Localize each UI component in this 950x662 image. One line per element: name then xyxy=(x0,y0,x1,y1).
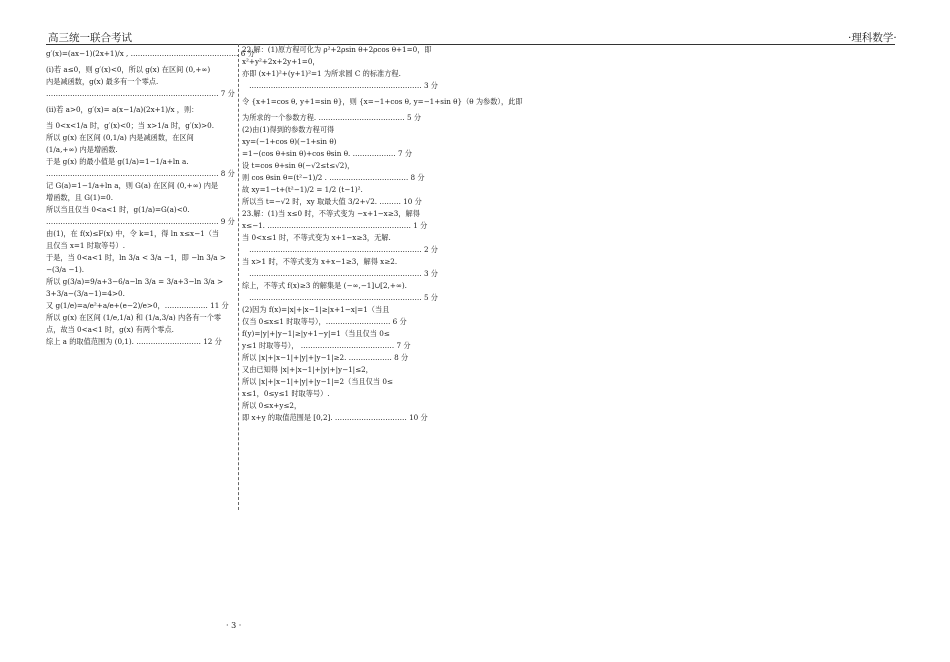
solution-line: ……………………………………………………………… 2 分 xyxy=(249,245,438,254)
solution-line: 22.解：(1)原方程可化为 ρ²+2ρsin θ+2ρcos θ+1=0，即 xyxy=(242,45,432,54)
solution-line: 于是，当 0<a<1 时，ln 3/a < 3/a −1，即 −ln 3/a > xyxy=(46,253,226,262)
solution-line: −(3/a −1). xyxy=(46,265,85,274)
solution-line: 所以当且仅当 0<a<1 时，g(1/a)=G(a)<0. xyxy=(46,205,190,214)
solution-line: 点，故当 0<a<1 时，g(x) 有两个零点. xyxy=(46,325,174,334)
solution-line: 记 G(a)=1−1/a+ln a，则 G(a) 在区间 (0,+∞) 内是 xyxy=(46,181,219,190)
solution-line: ……………………………………………………………… 7 分 xyxy=(46,89,235,98)
solution-line: 又由已知得 |x|+|x−1|+|y|+|y−1|≤2， xyxy=(242,365,373,374)
solution-line: (1/a,+∞) 内是增函数. xyxy=(46,145,118,154)
solution-line: xy=(−1+cos θ)(−1+sin θ) xyxy=(242,137,337,146)
solution-line: 当 0<x<1/a 时，g′(x)<0；当 x>1/a 时，g′(x)>0. xyxy=(46,121,215,130)
solution-line: (i)若 a≤0，则 g′(x)<0，所以 g(x) 在区间 (0,+∞) xyxy=(46,65,211,74)
column-divider xyxy=(238,44,239,510)
solution-line: (ii)若 a>0，g′(x)= a(x−1/a)(2x+1)/x ，则： xyxy=(46,105,199,114)
page-number: · 3 · xyxy=(226,621,242,630)
solution-line: f(y)=|y|+|y−1|≥|y+1−y|=1（当且仅当 0≤ xyxy=(242,329,390,338)
solution-line: x≤1，0≤y≤1 时取等号）. xyxy=(242,389,330,398)
solution-line: =1−(cos θ+sin θ)+cos θsin θ. ……………… 7 分 xyxy=(242,149,413,158)
solution-line: g′(x)=(ax−1)(2x+1)/x , ……………………………………… 6 分 xyxy=(46,49,255,58)
solution-line: 则 cos θsin θ=(t²−1)/2 . …………………………… 8 分 xyxy=(242,173,425,182)
solution-line: 于是 g(x) 的最小值是 g(1/a)=1−1/a+ln a. xyxy=(46,157,189,166)
subject-label: ·理科数学· xyxy=(848,32,897,44)
solution-line: 所以 0≤x+y≤2， xyxy=(242,401,302,410)
solution-line: ……………………………………………………………… 5 分 xyxy=(249,293,438,302)
solution-line: 综上 a 的取值范围为 (0,1). ……………………… 12 分 xyxy=(46,337,222,346)
solution-line: ……………………………………………………………… 8 分 xyxy=(46,169,235,178)
solution-line: 内是减函数，g(x) 最多有一个零点. xyxy=(46,77,159,86)
solution-line: ……………………………………………………………… 3 分 xyxy=(249,81,438,90)
solution-line: 为所求的一个参数方程. ……………………………… 5 分 xyxy=(242,113,422,122)
solution-line: 所以 g(x) 在区间 (0,1/a) 内是减函数，在区间 xyxy=(46,133,194,142)
solution-line: 设 t=cos θ+sin θ(−√2≤t≤√2)， xyxy=(242,161,355,170)
solution-line: 3+3/a−(3/a−1)=4>0. xyxy=(46,289,125,298)
solution-line: 由(1)，在 f(x)≤F(x) 中，令 k=1，得 ln x≤x−1（当 xyxy=(46,229,220,238)
solution-line: (2)由(1)得到的参数方程可得 xyxy=(242,125,335,134)
solution-line: x≤−1. …………………………………………………… 1 分 xyxy=(242,221,428,230)
solution-line: x²+y²+2x+2y+1=0， xyxy=(242,57,320,66)
solution-line: 所以当 t=−√2 时，xy 取最大值 3/2+√2. ……… 10 分 xyxy=(242,197,422,206)
solution-line: 仅当 0≤x≤1 时取等号），……………………… 6 分 xyxy=(242,317,407,326)
solution-line: 令 {x+1=cos θ, y+1=sin θ}，则 {x=−1+cos θ, y=−1+sin θ}（θ 为参数），此即 xyxy=(242,97,523,106)
solution-line: 故 xy=1−t+(t²−1)/2 = 1/2 (t−1)². xyxy=(242,185,363,194)
solution-line: 综上，不等式 f(x)≥3 的解集是 (−∞,−1]∪[2,+∞). xyxy=(242,281,407,290)
solution-line: 增函数，且 G(1)=0. xyxy=(46,193,114,202)
solution-line: 亦即 (x+1)²+(y+1)²=1 为所求圆 C 的标准方程. xyxy=(242,69,401,78)
solution-line: 所以 g(x) 在区间 (1/e,1/a) 和 (1/a,3/a) 内各有一个零 xyxy=(46,313,222,322)
exam-title: 高三统一联合考试 xyxy=(48,32,132,44)
solution-line: 当 0<x≤1 时，不等式变为 x+1−x≥3，无解. xyxy=(242,233,391,242)
solution-line: ……………………………………………………………… 9 分 xyxy=(46,217,235,226)
solution-line: 所以 |x|+|x−1|+|y|+|y−1|=2（当且仅当 0≤ xyxy=(242,377,393,386)
answer-column-left xyxy=(46,44,255,348)
solution-line: 所以 g(3/a)=9/a+3−6/a−ln 3/a = 3/a+3−ln 3/a > xyxy=(46,277,224,286)
solution-line: 所以 |x|+|x−1|+|y|+|y−1|≥2. ……………… 8 分 xyxy=(242,353,409,362)
answer-column-right xyxy=(242,44,523,424)
solution-line: 当 x>1 时，不等式变为 x+x−1≥3，解得 x≥2. xyxy=(242,257,398,266)
solution-line: 且仅当 x=1 时取等号）. xyxy=(46,241,126,250)
solution-line: y≤1 时取等号）， ………………………………… 7 分 xyxy=(242,341,411,350)
solution-line: 23.解：(1)当 x≤0 时，不等式变为 −x+1−x≥3，解得 xyxy=(242,209,420,218)
solution-line: (2)因为 f(x)=|x|+|x−1|≥|x+1−x|=1（当且 xyxy=(242,305,390,314)
solution-line: 又 g(1/e)=a/e²+a/e+(e−2)/e>0，……………… 11 分 xyxy=(46,301,229,310)
solution-line: 即 x+y 的取值范围是 [0,2]. ………………………… 10 分 xyxy=(242,413,428,422)
solution-line: ……………………………………………………………… 3 分 xyxy=(249,269,438,278)
